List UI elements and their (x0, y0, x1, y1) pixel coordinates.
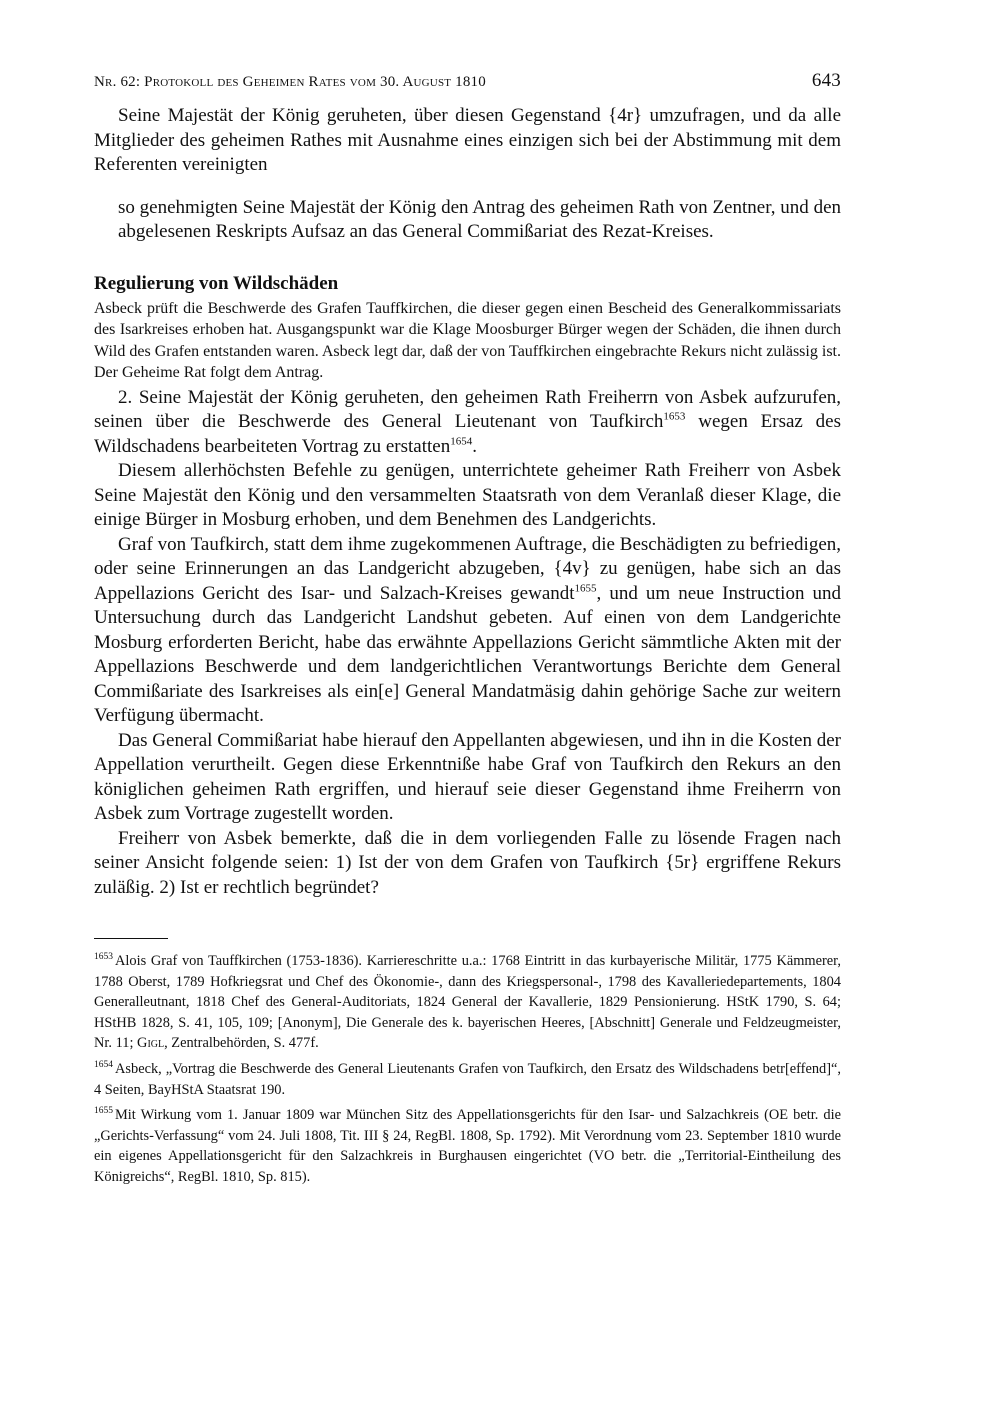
footnotes (94, 951, 841, 1188)
running-header (94, 70, 841, 92)
footnote-text: , Zentralbehörden, S. 477f. (164, 1035, 319, 1052)
paragraph-asbek-report: Diesem allerhöchsten Befehle zu genügen, unterrichtete geheimer Rath Freiherr von Asbek Seine Majestät den König und den versammelten Staatsrath von dem Veranlaß dieser Klage, die einige Bürger in Mosburg erhoben, und dem Benehmen des Landgerichts. (94, 460, 841, 530)
document-page (94, 70, 841, 1193)
paragraph-king-order (94, 386, 841, 460)
footnote-number: 1655 (94, 1106, 113, 1117)
footnote-text: Mit Wirkung vom 1. Januar 1809 war München Sitz des Appellationsgerichts für den Isar- und Salzachkreis (OE betr. die „Gerichts-Verfassung“ vom 24. Juli 1808, Tit. III § 24, RegBl. 1808, Sp. 1792). Mit Verordnung vom 23. September 1810 wurde ein eigenes Appellationsgericht für den Salzachkreis in Burghausen eingerichtet (VO betr. die „Territorial-Eintheilung des Königreichs“, RegBl. 1810, Sp. 815). (94, 1107, 841, 1185)
footnote-divider (94, 938, 168, 939)
main-text (94, 104, 841, 245)
section-summary: Asbeck prüft die Beschwerde des Grafen Tauffkirchen, die dieser gegen einen Bescheid des Generalkommissariats des Isarkreises erhoben hat. Ausgangspunkt war die Klage Moosburger Bürger wegen der Schäden, die ihnen durch Wild des Grafen entstanden waren. Asbeck legt dar, daß der von Tauffkirchen eingebrachte Rekurs nicht zulässig ist. Der Geheime Rat folgt dem Antrag. (94, 299, 841, 381)
footnote-1654 (94, 1059, 841, 1100)
footnote-ref-1655[interactable]: 1655 (574, 582, 597, 595)
paragraph-questions: Freiherr von Asbek bemerkte, daß die in dem vorliegenden Falle zu lösende Fragen nach seiner Ansicht folgende seien: 1) Ist der von dem Grafen von Taufkirch {5r} ergriffene Rekurs zuläßig. 2) Ist er rechtlich begründet? (94, 827, 841, 898)
paragraph-taufkirch-appeal-text-b: , und um neue Instruction und Untersuchung durch das Landgericht Landshut gebeten. Auf einen von dem Landgerichte Mosburg erforderten Bericht, habe das erwähnte Appellazions Gericht sämmtliche Akten mit der Appellazions Beschwerde und dem landgerichtlichen Verantwortungs Berichte dem General Commißariate des Isarkreises als ein[e] General Mandatmäsig dahin gehörige Sache zur weitern Verfügung übermacht. (94, 582, 841, 726)
footnote-number: 1653 (94, 952, 113, 963)
footnote-1655 (94, 1105, 841, 1187)
paragraph-king-order-text-a: 2. Seine Majestät der König geruheten, den geheimen Rath Freiherrn von Asbek aufzurufen, seinen über die Beschwerde des General Lieutenant von Taufkirch (94, 386, 841, 432)
page-number: 643 (811, 70, 841, 91)
paragraph-taufkirch-appeal-text-a: Graf von Taufkirch, statt dem ihme zugekommenen Auftrage, die Beschädigten zu befriedigen, oder seine Erinnerungen an das Landgericht abzugeben, {4v} zu genügen, habe sich an das Appellazions Gericht des Isar- und Salzach-Kreises gewandt (94, 533, 841, 604)
running-header-title: Nr. 62: Protokoll des Geheimen Rates vom 30. August 1810 (94, 74, 486, 90)
section-body (94, 386, 841, 901)
paragraph-resolution: so genehmigten Seine Majestät der König den Antrag des geheimen Rath von Zentner, und den abgelesenen Reskripts Aufsaz an das General Commißariat des Rezat-Kreises. (118, 196, 841, 242)
footnote-ref-1653[interactable]: 1653 (663, 410, 686, 423)
paragraph-intro-vote: Seine Majestät der König geruheten, über diesen Gegenstand {4r} umzufragen, und da alle Mitglieder des geheimen Rathes mit Ausnahme eines einzigen sich bei der Abstimmung mit dem Referenten vereinigten (94, 105, 841, 175)
paragraph-king-order-text-b: wegen Ersaz des Wildschadens bearbeiteten Vortrag zu erstatten (94, 411, 841, 457)
footnote-text: Asbeck, „Vortrag die Beschwerde des General Lieutenants Grafen von Taufkirch, den Ersatz des Wildschadens betr[effend]“, 4 Seiten, BayHStA Staatsrat 190. (94, 1060, 841, 1098)
footnote-1653 (94, 951, 841, 1054)
footnote-text: Alois Graf von Tauffkirchen (1753-1836). Karriereschritte u.a.: 1768 Eintritt in das kurbayerische Militär, 1775 Kämmerer, 1788 Oberst, 1789 Hofkriegsrat und Chef des Ökonomie-, dann des Kriegspersonal-, 1798 des Kavalleriedepartements, 1804 Generalleutnant, 1818 Chef des General-Auditoriats, 1824 General der Kavallerie, 1829 Pensionierung. HStK 1790, S. 64; HStHB 1828, S. 41, 105, 109; [Anonym], Die Generale des k. bayerischen Heeres, [Abschnitt] Generale und Feldzeugmeister, Nr. 11; (94, 953, 841, 1052)
footnote-ref-1654[interactable]: 1654 (450, 435, 473, 448)
paragraph-king-order-text-c: . (472, 435, 477, 457)
footnote-author-smallcaps: Gigl (137, 1035, 165, 1052)
paragraph-taufkirch-appeal (94, 533, 841, 729)
footnote-number: 1654 (94, 1060, 113, 1071)
section-title: Regulierung von Wildschäden (94, 272, 339, 294)
paragraph-commissariat-ruling: Das General Commißariat habe hierauf den Appellanten abgewiesen, und ihn in die Kosten der Appellation verurtheilt. Gegen diese Erkenntniße habe Graf von Taufkirch den Rekurs an den königlichen geheimen Rath ergriffen, und hierauf seie dieser Gegenstand ihme Freiherrn von Asbek zum Vortrage zugestellt worden. (94, 729, 841, 824)
